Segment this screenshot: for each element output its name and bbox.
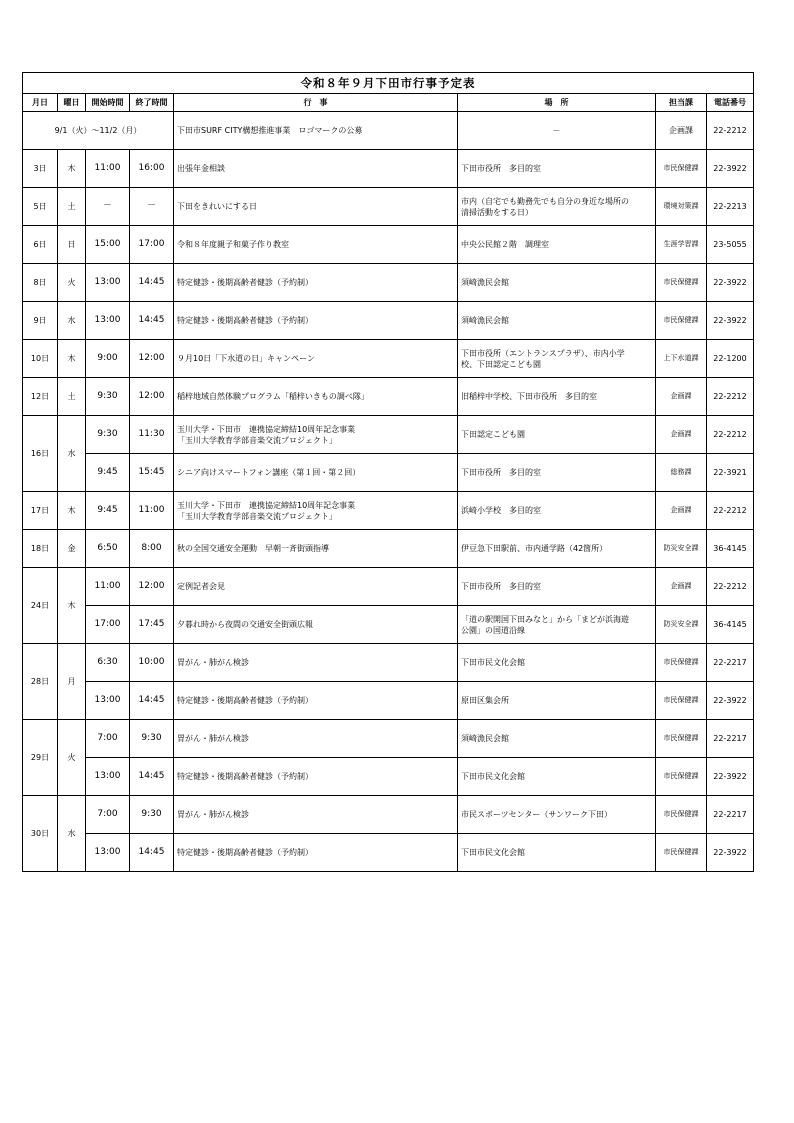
phone-cell: 22-2217 xyxy=(707,720,754,758)
page-title: 令和８年９月下田市行事予定表 xyxy=(23,73,754,94)
end-time-cell: 14:45 xyxy=(130,834,174,872)
end-time-cell: 17:00 xyxy=(130,226,174,264)
event-cell: 玉川大学・下田市 連携協定締結10周年記念事業 「玉川大学教育学部音楽交流プロジェクト」 xyxy=(174,492,458,530)
end-time-cell: 10:00 xyxy=(130,644,174,682)
department-cell: 企画課 xyxy=(656,378,707,416)
place-cell: 下田市民文化会館 xyxy=(458,758,656,796)
department-cell: 市民保健課 xyxy=(656,682,707,720)
header-phone: 電話番号 xyxy=(707,94,754,112)
department-cell: 市民保健課 xyxy=(656,302,707,340)
start-time-cell: 6:50 xyxy=(86,530,130,568)
end-time-cell: 14:45 xyxy=(130,264,174,302)
weekday-cell: 水 xyxy=(58,416,86,492)
table-row xyxy=(23,834,754,872)
phone-cell: 22-2212 xyxy=(707,378,754,416)
phone-cell: 23-5055 xyxy=(707,226,754,264)
date-cell: 12日 xyxy=(23,378,58,416)
place-cell: 「道の駅開国下田みなと」から「まどが浜海遊 公園」の国道沿線 xyxy=(458,606,656,644)
phone-cell: 22-2217 xyxy=(707,796,754,834)
phone-cell: 22-2213 xyxy=(707,188,754,226)
place-cell: 下田市民文化会館 xyxy=(458,644,656,682)
table-row xyxy=(23,150,754,188)
weekday-cell: 木 xyxy=(58,568,86,644)
table-row xyxy=(23,606,754,644)
table-row xyxy=(23,378,754,416)
end-time-cell: 11:00 xyxy=(130,492,174,530)
start-time-cell: 13:00 xyxy=(86,682,130,720)
event-cell: ９月10日「下水道の日」キャンペーン xyxy=(174,340,458,378)
event-cell: 秋の全国交通安全運動 早朝一斉街頭指導 xyxy=(174,530,458,568)
weekday-cell: 火 xyxy=(58,720,86,796)
department-cell: 企画課 xyxy=(656,416,707,454)
event-cell: 稲梓地域自然体験プログラム「稲梓いきもの調べ隊」 xyxy=(174,378,458,416)
start-time-cell: 17:00 xyxy=(86,606,130,644)
phone-cell: 22-3922 xyxy=(707,264,754,302)
event-cell: 下田をきれいにする日 xyxy=(174,188,458,226)
department-cell: 企画課 xyxy=(656,492,707,530)
department-cell: 市民保健課 xyxy=(656,264,707,302)
phone-cell: 22-3921 xyxy=(707,454,754,492)
event-cell: シニア向けスマートフォン講座（第１回・第２回） xyxy=(174,454,458,492)
end-time-cell: 12:00 xyxy=(130,378,174,416)
period-cell: 9/1（火）～11/2（月） xyxy=(23,112,174,150)
date-cell: 8日 xyxy=(23,264,58,302)
place-cell: 下田認定こども園 xyxy=(458,416,656,454)
table-row xyxy=(23,720,754,758)
phone-cell: 22-2217 xyxy=(707,644,754,682)
weekday-cell: 月 xyxy=(58,644,86,720)
start-time-cell: 9:45 xyxy=(86,492,130,530)
place-cell: 中央公民館２階 調理室 xyxy=(458,226,656,264)
event-cell: 特定健診・後期高齢者健診（予約制） xyxy=(174,264,458,302)
event-cell: 特定健診・後期高齢者健診（予約制） xyxy=(174,302,458,340)
phone-cell: 22-2212 xyxy=(707,112,754,150)
phone-cell: 22-3922 xyxy=(707,150,754,188)
date-cell: 3日 xyxy=(23,150,58,188)
weekday-cell: 木 xyxy=(58,492,86,530)
header-event: 行 事 xyxy=(174,94,458,112)
table-row xyxy=(23,568,754,606)
table-row xyxy=(23,758,754,796)
table-row xyxy=(23,796,754,834)
end-time-cell: － xyxy=(130,188,174,226)
event-cell: 下田市SURF CITY構想推進事業 ロゴマークの公募 xyxy=(174,112,458,150)
start-time-cell: 9:45 xyxy=(86,454,130,492)
phone-cell: 22-2212 xyxy=(707,416,754,454)
date-cell: 30日 xyxy=(23,796,58,872)
place-cell: 下田市民文化会館 xyxy=(458,834,656,872)
phone-cell: 22-3922 xyxy=(707,758,754,796)
start-time-cell: 6:30 xyxy=(86,644,130,682)
weekday-cell: 火 xyxy=(58,264,86,302)
phone-cell: 36-4145 xyxy=(707,606,754,644)
start-time-cell: 13:00 xyxy=(86,302,130,340)
department-cell: 防災安全課 xyxy=(656,530,707,568)
weekday-cell: 水 xyxy=(58,302,86,340)
table-row xyxy=(23,492,754,530)
date-cell: 17日 xyxy=(23,492,58,530)
table-row xyxy=(23,454,754,492)
weekday-cell: 日 xyxy=(58,226,86,264)
start-time-cell: 15:00 xyxy=(86,226,130,264)
end-time-cell: 11:30 xyxy=(130,416,174,454)
end-time-cell: 8:00 xyxy=(130,530,174,568)
weekday-cell: 金 xyxy=(58,530,86,568)
weekday-cell: 木 xyxy=(58,150,86,188)
date-cell: 28日 xyxy=(23,644,58,720)
event-schedule-table xyxy=(22,72,754,872)
weekday-cell: 水 xyxy=(58,796,86,872)
end-time-cell: 16:00 xyxy=(130,150,174,188)
end-time-cell: 12:00 xyxy=(130,568,174,606)
event-cell: 特定健診・後期高齢者健診（予約制） xyxy=(174,834,458,872)
end-time-cell: 17:45 xyxy=(130,606,174,644)
department-cell: 企画課 xyxy=(656,568,707,606)
event-cell: 定例記者会見 xyxy=(174,568,458,606)
start-time-cell: 13:00 xyxy=(86,758,130,796)
start-time-cell: 11:00 xyxy=(86,568,130,606)
place-cell: 旧稲梓中学校、下田市役所 多目的室 xyxy=(458,378,656,416)
end-time-cell: 14:45 xyxy=(130,758,174,796)
phone-cell: 22-3922 xyxy=(707,834,754,872)
end-time-cell: 14:45 xyxy=(130,682,174,720)
place-cell: 下田市役所（エントランスプラザ）、市内小学 校、下田認定こども園 xyxy=(458,340,656,378)
event-cell: 夕暮れ時から夜間の交通安全街頭広報 xyxy=(174,606,458,644)
end-time-cell: 9:30 xyxy=(130,796,174,834)
date-cell: 29日 xyxy=(23,720,58,796)
end-time-cell: 15:45 xyxy=(130,454,174,492)
place-cell: 市民スポーツセンター（サンワーク下田） xyxy=(458,796,656,834)
department-cell: 市民保健課 xyxy=(656,150,707,188)
header-end-time: 終了時間 xyxy=(130,94,174,112)
event-cell: 特定健診・後期高齢者健診（予約制） xyxy=(174,682,458,720)
start-time-cell: 13:00 xyxy=(86,264,130,302)
start-time-cell: 9:00 xyxy=(86,340,130,378)
department-cell: 市民保健課 xyxy=(656,720,707,758)
end-time-cell: 14:45 xyxy=(130,302,174,340)
event-cell: 令和８年度親子和菓子作り教室 xyxy=(174,226,458,264)
header-month-day: 月日 xyxy=(23,94,58,112)
department-cell: 防災安全課 xyxy=(656,606,707,644)
department-cell: 市民保健課 xyxy=(656,834,707,872)
start-time-cell: 9:30 xyxy=(86,416,130,454)
phone-cell: 22-2212 xyxy=(707,492,754,530)
start-time-cell: 9:30 xyxy=(86,378,130,416)
start-time-cell: 13:00 xyxy=(86,834,130,872)
header-weekday: 曜日 xyxy=(58,94,86,112)
place-cell: 浜崎小学校 多目的室 xyxy=(458,492,656,530)
date-cell: 24日 xyxy=(23,568,58,644)
department-cell: 市民保健課 xyxy=(656,796,707,834)
header-row xyxy=(23,94,754,112)
event-cell: 玉川大学・下田市 連携協定締結10周年記念事業 「玉川大学教育学部音楽交流プロジェクト」 xyxy=(174,416,458,454)
date-cell: 9日 xyxy=(23,302,58,340)
table-row xyxy=(23,264,754,302)
table-row xyxy=(23,302,754,340)
place-cell: 原田区集会所 xyxy=(458,682,656,720)
date-cell: 6日 xyxy=(23,226,58,264)
table-row xyxy=(23,644,754,682)
table-row xyxy=(23,226,754,264)
department-cell: 総務課 xyxy=(656,454,707,492)
department-cell: 上下水道課 xyxy=(656,340,707,378)
table-row xyxy=(23,188,754,226)
event-cell: 胃がん・肺がん検診 xyxy=(174,796,458,834)
header-place: 場 所 xyxy=(458,94,656,112)
phone-cell: 22-3922 xyxy=(707,682,754,720)
department-cell: 環境対策課 xyxy=(656,188,707,226)
table-row xyxy=(23,530,754,568)
weekday-cell: 土 xyxy=(58,188,86,226)
start-time-cell: 7:00 xyxy=(86,796,130,834)
weekday-cell: 木 xyxy=(58,340,86,378)
place-cell: 市内（自宅でも勤務先でも自分の身近な場所の 清掃活動をする日） xyxy=(458,188,656,226)
phone-cell: 22-1200 xyxy=(707,340,754,378)
start-time-cell: 7:00 xyxy=(86,720,130,758)
date-cell: 18日 xyxy=(23,530,58,568)
place-cell: 下田市役所 多目的室 xyxy=(458,150,656,188)
place-cell: 須崎漁民会館 xyxy=(458,264,656,302)
place-cell: 須崎漁民会館 xyxy=(458,302,656,340)
phone-cell: 22-2212 xyxy=(707,568,754,606)
department-cell: 企画課 xyxy=(656,112,707,150)
department-cell: 市民保健課 xyxy=(656,644,707,682)
place-cell: 下田市役所 多目的室 xyxy=(458,454,656,492)
date-cell: 5日 xyxy=(23,188,58,226)
place-cell: 伊豆急下田駅前、市内通学路（42箇所） xyxy=(458,530,656,568)
event-cell: 胃がん・肺がん検診 xyxy=(174,720,458,758)
phone-cell: 36-4145 xyxy=(707,530,754,568)
event-cell: 胃がん・肺がん検診 xyxy=(174,644,458,682)
place-cell: 下田市役所 多目的室 xyxy=(458,568,656,606)
event-cell: 出張年金相談 xyxy=(174,150,458,188)
date-cell: 16日 xyxy=(23,416,58,492)
weekday-cell: 土 xyxy=(58,378,86,416)
department-cell: 生涯学習課 xyxy=(656,226,707,264)
start-time-cell: － xyxy=(86,188,130,226)
header-department: 担当課 xyxy=(656,94,707,112)
table-row xyxy=(23,340,754,378)
place-cell: － xyxy=(458,112,656,150)
table-row xyxy=(23,416,754,454)
table-row xyxy=(23,682,754,720)
event-cell: 特定健診・後期高齢者健診（予約制） xyxy=(174,758,458,796)
date-cell: 10日 xyxy=(23,340,58,378)
end-time-cell: 12:00 xyxy=(130,340,174,378)
department-cell: 市民保健課 xyxy=(656,758,707,796)
end-time-cell: 9:30 xyxy=(130,720,174,758)
header-start-time: 開始時間 xyxy=(86,94,130,112)
phone-cell: 22-3922 xyxy=(707,302,754,340)
place-cell: 須崎漁民会館 xyxy=(458,720,656,758)
start-time-cell: 11:00 xyxy=(86,150,130,188)
table-row xyxy=(23,112,754,150)
